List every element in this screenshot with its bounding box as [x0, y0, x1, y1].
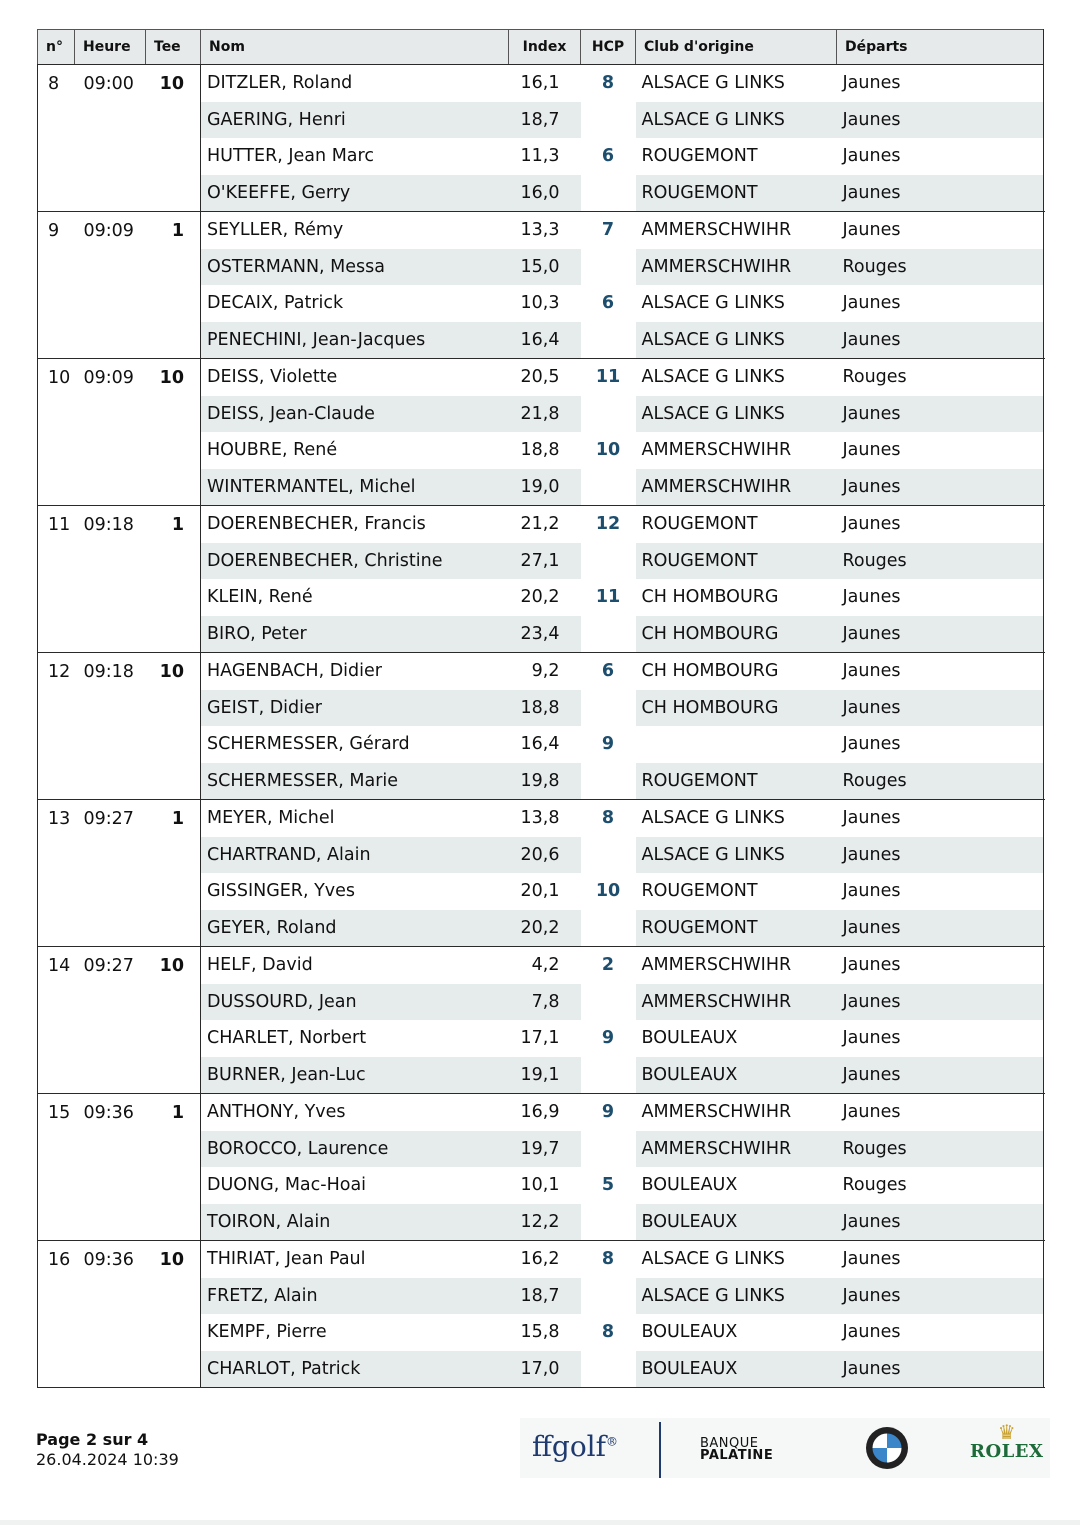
player-hcp: 10 — [581, 873, 636, 910]
player-name: FRETZ, Alain — [201, 1278, 509, 1315]
page-footer — [36, 1430, 179, 1469]
player-name: DUSSOURD, Jean — [201, 984, 509, 1021]
player-name: BURNER, Jean-Luc — [201, 1057, 509, 1094]
player-depart: Jaunes — [842, 1028, 901, 1049]
player-club: AMMERSCHWIHR — [641, 440, 792, 461]
player-club: ALSACE G LINKS — [636, 800, 837, 837]
player-index: 16,0 — [509, 175, 581, 212]
player-hcp: 8 — [581, 1314, 636, 1351]
table-body — [38, 65, 1044, 1388]
player-index: 19,7 — [509, 1131, 581, 1168]
tee-time: 09:27 — [75, 800, 146, 947]
tee-time: 09:18 — [75, 506, 146, 653]
player-name: BIRO, Peter — [201, 616, 509, 653]
player-name: PENECHINI, Jean-Jacques — [201, 322, 509, 359]
player-depart: Rouges — [842, 1175, 907, 1196]
player-name: TOIRON, Alain — [201, 1204, 509, 1241]
player-hcp — [581, 102, 636, 139]
player-index: 20,6 — [509, 837, 581, 874]
player-name: GEIST, Didier — [201, 690, 509, 727]
player-club: ALSACE G LINKS — [636, 359, 837, 396]
player-name: DEISS, Jean-Claude — [201, 396, 509, 433]
player-depart: Jaunes — [837, 690, 1044, 727]
player-index: 19,8 — [509, 763, 581, 800]
player-depart: Jaunes — [842, 146, 901, 167]
player-name: HELF, David — [201, 947, 509, 984]
player-hcp: 9 — [581, 1020, 636, 1057]
group-number: 11 — [38, 506, 75, 653]
col-header-nom: Nom — [201, 30, 509, 65]
player-hcp: 11 — [581, 579, 636, 616]
player-name: CHARLOT, Patrick — [201, 1351, 509, 1388]
player-depart: Jaunes — [837, 1204, 1044, 1241]
player-index: 12,2 — [509, 1204, 581, 1241]
player-club: ROUGEMONT — [636, 763, 837, 800]
col-header-heure: Heure — [75, 30, 146, 65]
palatine-text: PALATINE — [700, 1448, 774, 1463]
player-club: ALSACE G LINKS — [636, 102, 837, 139]
player-index: 15,8 — [520, 1322, 560, 1343]
player-name: WINTERMANTEL, Michel — [201, 469, 509, 506]
player-depart: Jaunes — [842, 734, 901, 755]
page-number: Page 2 sur 4 — [36, 1430, 149, 1449]
player-name: GISSINGER, Yves — [201, 873, 509, 910]
player-hcp: 7 — [581, 212, 636, 249]
player-index: 16,9 — [509, 1094, 581, 1131]
player-club: AMMERSCHWIHR — [636, 249, 837, 286]
player-index: 15,0 — [509, 249, 581, 286]
group-number: 16 — [38, 1241, 75, 1388]
tee-number: 10 — [146, 359, 201, 506]
player-depart: Rouges — [837, 1131, 1044, 1168]
player-depart: Jaunes — [837, 653, 1044, 690]
ffgolf-logo-text: ffgolf — [532, 1430, 606, 1463]
player-index: 20,2 — [509, 910, 581, 947]
player-hcp — [581, 763, 636, 800]
player-depart: Rouges — [837, 359, 1044, 396]
player-club: ALSACE G LINKS — [636, 1241, 837, 1278]
tee-time: 09:36 — [75, 1094, 146, 1241]
player-depart: Jaunes — [837, 1057, 1044, 1094]
player-depart: Jaunes — [837, 800, 1044, 837]
player-index: 20,2 — [520, 587, 560, 608]
player-depart: Jaunes — [837, 506, 1044, 543]
tee-number: 1 — [146, 506, 201, 653]
player-depart: Rouges — [837, 543, 1044, 580]
player-name: BOROCCO, Laurence — [201, 1131, 509, 1168]
group-number: 13 — [38, 800, 75, 947]
player-index: 10,3 — [520, 293, 560, 314]
group-number: 15 — [38, 1094, 75, 1241]
player-hcp — [581, 249, 636, 286]
col-header-tee: Tee — [146, 30, 201, 65]
player-hcp: 2 — [581, 947, 636, 984]
group-number: 9 — [38, 212, 75, 359]
player-club: BOULEAUX — [641, 1028, 738, 1049]
tee-number: 1 — [146, 1094, 201, 1241]
player-index: 17,1 — [520, 1028, 560, 1049]
player-depart: Jaunes — [837, 175, 1044, 212]
player-index: 7,8 — [509, 984, 581, 1021]
player-name: DOERENBECHER, Christine — [201, 543, 509, 580]
player-club: CH HOMBOURG — [641, 587, 779, 608]
tee-time: 09:00 — [83, 74, 134, 94]
rolex-text: ROLEX — [970, 1441, 1044, 1462]
tee-number: 1 — [146, 800, 201, 947]
player-name: DECAIX, Patrick — [201, 285, 509, 322]
player-depart: Jaunes — [837, 212, 1044, 249]
player-hcp — [581, 1057, 636, 1094]
player-depart: Jaunes — [837, 396, 1044, 433]
tee-number: 10 — [146, 653, 201, 800]
player-hcp: 9 — [581, 1094, 636, 1131]
player-club: BOULEAUX — [641, 1322, 738, 1343]
col-header-departs: Départs — [837, 30, 1044, 65]
sponsor-logos — [520, 1418, 1050, 1478]
group-number: 14 — [38, 947, 75, 1094]
player-club: ROUGEMONT — [641, 881, 758, 902]
player-hcp — [581, 175, 636, 212]
tee-time: 09:09 — [75, 212, 146, 359]
player-club: ALSACE G LINKS — [636, 322, 837, 359]
col-header-num: n° — [38, 30, 75, 65]
player-depart: Jaunes — [842, 1322, 901, 1343]
player-hcp: 6 — [581, 285, 636, 322]
crown-icon: ♛ — [997, 1420, 1016, 1444]
player-name: ANTHONY, Yves — [201, 1094, 509, 1131]
player-name: DUONG, Mac-Hoai — [201, 1167, 509, 1204]
table-row — [38, 653, 1044, 690]
group-number: 10 — [38, 359, 75, 506]
player-depart: Jaunes — [837, 984, 1044, 1021]
player-depart: Jaunes — [837, 469, 1044, 506]
tee-time-table — [37, 29, 1044, 1388]
player-index: 27,1 — [509, 543, 581, 580]
player-club: AMMERSCHWIHR — [636, 1131, 837, 1168]
player-index: 4,2 — [509, 947, 581, 984]
player-hcp — [581, 1204, 636, 1241]
print-date: 26.04.2024 10:39 — [36, 1450, 179, 1469]
player-depart: Jaunes — [837, 947, 1044, 984]
table-row — [38, 506, 1044, 543]
player-depart: Jaunes — [837, 1094, 1044, 1131]
ffgolf-logo — [532, 1430, 618, 1463]
player-hcp — [581, 1131, 636, 1168]
banque-palatine-logo — [700, 1438, 773, 1462]
player-depart: Jaunes — [837, 322, 1044, 359]
player-hcp: 8 — [581, 1241, 636, 1278]
player-index: 10,1 — [520, 1175, 560, 1196]
player-name: DITZLER, Roland — [201, 65, 509, 102]
player-name: CHARLET, Norbert — [201, 1020, 509, 1057]
player-club: CH HOMBOURG — [636, 653, 837, 690]
player-depart: Jaunes — [837, 616, 1044, 653]
player-hcp: 6 — [581, 138, 636, 175]
player-name: HUTTER, Jean Marc — [201, 138, 509, 175]
table-row — [38, 947, 1044, 984]
player-hcp: 5 — [581, 1167, 636, 1204]
player-depart: Jaunes — [837, 837, 1044, 874]
player-depart: Jaunes — [842, 73, 901, 94]
player-index: 13,3 — [509, 212, 581, 249]
player-club: ALSACE G LINKS — [636, 1278, 837, 1315]
player-index: 19,1 — [509, 1057, 581, 1094]
col-header-club: Club d'origine — [636, 30, 837, 65]
player-index: 19,0 — [509, 469, 581, 506]
player-hcp: 8 — [581, 800, 636, 837]
player-club: ALSACE G LINKS — [641, 293, 785, 314]
table-header-row — [38, 30, 1044, 65]
table-row — [38, 212, 1044, 249]
tee-time: 09:18 — [75, 653, 146, 800]
table-row — [38, 65, 1044, 102]
player-name: KLEIN, René — [201, 579, 509, 616]
player-hcp: 11 — [581, 359, 636, 396]
player-club: CH HOMBOURG — [636, 616, 837, 653]
player-name: SCHERMESSER, Marie — [201, 763, 509, 800]
player-index: 11,3 — [520, 146, 560, 167]
player-hcp — [581, 543, 636, 580]
player-club: ROUGEMONT — [636, 506, 837, 543]
player-club: BOULEAUX — [636, 1351, 837, 1388]
player-name: CHARTRAND, Alain — [201, 837, 509, 874]
player-club: ROUGEMONT — [636, 910, 837, 947]
player-hcp — [581, 1278, 636, 1315]
player-depart: Jaunes — [842, 440, 901, 461]
bmw-logo-icon — [865, 1426, 909, 1470]
player-club: ROUGEMONT — [636, 543, 837, 580]
player-depart: Jaunes — [837, 910, 1044, 947]
table-row — [38, 800, 1044, 837]
player-depart: Jaunes — [837, 1278, 1044, 1315]
player-club: ALSACE G LINKS — [636, 396, 837, 433]
player-hcp — [581, 1351, 636, 1388]
player-name: SEYLLER, Rémy — [201, 212, 509, 249]
player-index: 18,7 — [509, 1278, 581, 1315]
rolex-logo — [970, 1422, 1043, 1462]
group-number: 8 — [48, 74, 60, 94]
col-header-hcp: HCP — [581, 30, 636, 65]
player-name: DOERENBECHER, Francis — [201, 506, 509, 543]
player-club — [636, 726, 837, 763]
tee-number: 10 — [146, 947, 201, 1094]
player-name: SCHERMESSER, Gérard — [201, 726, 509, 763]
player-club: ALSACE G LINKS — [636, 837, 837, 874]
player-hcp: 8 — [581, 65, 636, 102]
group-number: 12 — [38, 653, 75, 800]
player-club: AMMERSCHWIHR — [636, 1094, 837, 1131]
player-index: 21,2 — [509, 506, 581, 543]
player-hcp: 10 — [581, 432, 636, 469]
player-index: 23,4 — [509, 616, 581, 653]
player-depart: Rouges — [837, 249, 1044, 286]
player-index: 20,1 — [520, 881, 560, 902]
player-club: AMMERSCHWIHR — [636, 469, 837, 506]
player-name: KEMPF, Pierre — [201, 1314, 509, 1351]
col-header-index: Index — [509, 30, 581, 65]
player-depart: Jaunes — [837, 102, 1044, 139]
player-index: 9,2 — [509, 653, 581, 690]
player-index: 16,4 — [509, 322, 581, 359]
player-club: CH HOMBOURG — [636, 690, 837, 727]
player-hcp — [581, 616, 636, 653]
tee-number: 1 — [146, 212, 201, 359]
player-club: BOULEAUX — [636, 1057, 837, 1094]
player-hcp — [581, 396, 636, 433]
bottom-strip — [0, 1520, 1080, 1525]
player-club: ROUGEMONT — [641, 146, 758, 167]
tee-time: 09:36 — [75, 1241, 146, 1388]
player-index: 16,1 — [520, 73, 560, 94]
tee-time-sheet — [37, 29, 1043, 1388]
player-name: HAGENBACH, Didier — [201, 653, 509, 690]
player-index: 16,4 — [520, 734, 560, 755]
player-depart: Jaunes — [842, 587, 901, 608]
player-index: 17,0 — [509, 1351, 581, 1388]
player-name: DEISS, Violette — [201, 359, 509, 396]
player-depart: Jaunes — [837, 1351, 1044, 1388]
logo-separator — [659, 1422, 661, 1478]
player-club: BOULEAUX — [636, 1204, 837, 1241]
player-hcp — [581, 469, 636, 506]
player-name: GAERING, Henri — [201, 102, 509, 139]
player-index: 13,8 — [509, 800, 581, 837]
player-hcp — [581, 322, 636, 359]
tee-number: 10 — [146, 65, 201, 212]
player-name: O'KEEFFE, Gerry — [201, 175, 509, 212]
table-row — [38, 1094, 1044, 1131]
player-name: OSTERMANN, Messa — [201, 249, 509, 286]
tee-number: 10 — [146, 1241, 201, 1388]
player-depart: Jaunes — [837, 1241, 1044, 1278]
player-name: MEYER, Michel — [201, 800, 509, 837]
player-club: BOULEAUX — [641, 1175, 738, 1196]
player-name: GEYER, Roland — [201, 910, 509, 947]
player-hcp — [581, 837, 636, 874]
player-hcp — [581, 984, 636, 1021]
player-depart: Jaunes — [842, 881, 901, 902]
player-index: 18,8 — [520, 440, 560, 461]
player-hcp — [581, 690, 636, 727]
player-index: 20,5 — [509, 359, 581, 396]
player-hcp: 12 — [581, 506, 636, 543]
player-index: 16,2 — [509, 1241, 581, 1278]
table-row — [38, 359, 1044, 396]
player-depart: Jaunes — [842, 293, 901, 314]
banque-text: BANQUE — [700, 1436, 759, 1451]
player-hcp: 9 — [581, 726, 636, 763]
player-depart: Rouges — [837, 763, 1044, 800]
tee-time: 09:09 — [75, 359, 146, 506]
player-index: 18,8 — [509, 690, 581, 727]
player-index: 18,7 — [509, 102, 581, 139]
tee-time: 09:27 — [75, 947, 146, 1094]
player-name: HOUBRE, René — [201, 432, 509, 469]
player-club: ROUGEMONT — [636, 175, 837, 212]
player-hcp — [581, 910, 636, 947]
player-club: AMMERSCHWIHR — [636, 947, 837, 984]
ffgolf-registered-mark: ® — [606, 1434, 618, 1449]
player-hcp: 6 — [581, 653, 636, 690]
player-club: ALSACE G LINKS — [641, 73, 785, 94]
player-index: 21,8 — [509, 396, 581, 433]
table-row — [38, 1241, 1044, 1278]
player-club: AMMERSCHWIHR — [636, 212, 837, 249]
player-name: THIRIAT, Jean Paul — [201, 1241, 509, 1278]
player-club: AMMERSCHWIHR — [636, 984, 837, 1021]
